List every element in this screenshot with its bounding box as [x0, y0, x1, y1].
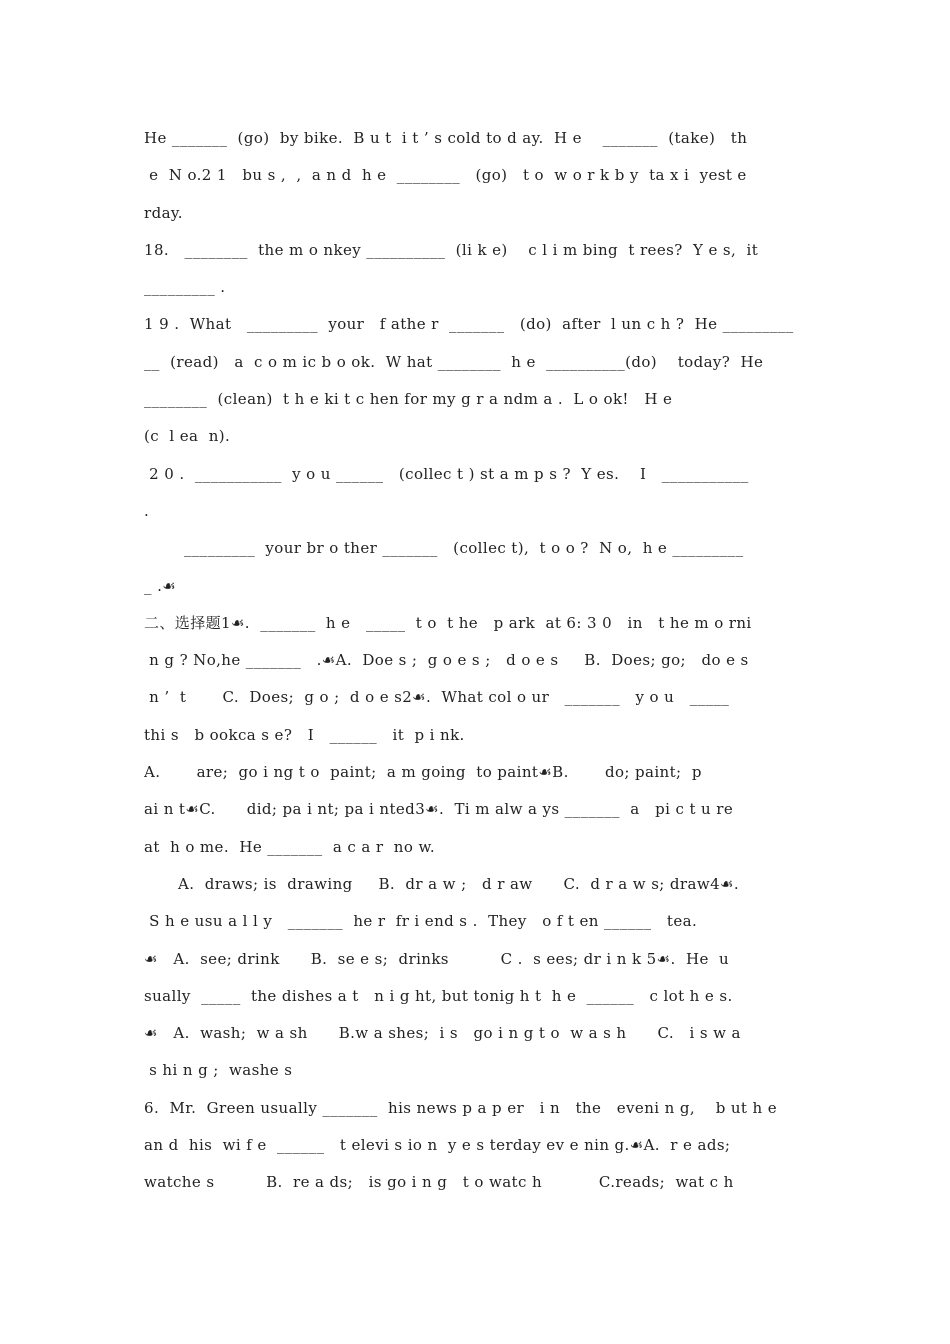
- text-line: _________ .: [144, 278, 226, 297]
- text-line: _________ your br o ther _______ (collec t), t o o ? N o, h e _________: [184, 539, 744, 558]
- text-line: 2 0 . ___________ y o u ______ (collec t ) st a m p s ? Y es. I ___________: [144, 464, 749, 483]
- text-line: 6. Mr. Green usually _______ his news p a p er i n the eveni n g, b ut h e: [144, 1098, 778, 1117]
- text-line: n ’ t C. Does; g o ; d o e s2☙. What col o ur _______ y o u _____: [144, 688, 730, 707]
- text-line: A. draws; is drawing B. dr a w ; d r aw C. d r a w s; draw4☙.: [178, 874, 740, 893]
- exercise-text: [144, 125, 810, 1207]
- text-line: A. are; go i ng t o paint; a m going to paint☙B. do; paint; p: [144, 763, 702, 782]
- text-line: thi s b ookca s e? I ______ it p i nk.: [144, 725, 465, 744]
- text-line: 1 9 . What _________ your f athe r _______ (do) after l un c h ? He _________: [144, 315, 794, 334]
- text-line: 18. ________ the m o nkey __________ (li k e) c l i m bing t rees? Y e s, it: [144, 240, 759, 259]
- section-heading-line: 二、选择题1☙. _______ h e _____ t o t he p ark at 6: 3 0 in t he m o rni: [144, 613, 752, 632]
- text-line: ai n t☙C. did; pa i nt; pa i nted3☙. Ti m alw a ys _______ a pi c t u re: [144, 800, 734, 819]
- text-line: __ (read) a c o m ic b o ok. W hat ________ h e __________(do) today? He: [144, 352, 764, 371]
- text-line: He _______ (go) by bike. B u t i t ’ s cold to d ay. H e _______ (take) th: [144, 129, 748, 147]
- text-line: ☙ A. see; drink B. se e s; drinks C . s ees; dr i n k 5☙. He u: [144, 949, 730, 968]
- text-line: rday.: [144, 203, 183, 222]
- text-line: e N o.2 1 bu s , , a n d h e ________ (go) t o w o r k b y ta x i yest e: [144, 166, 747, 185]
- text-line: at h o me. He _______ a c a r no w.: [144, 837, 436, 856]
- text-line: s hi n g ; washe s: [144, 1061, 293, 1080]
- text-line: _ .☙: [144, 576, 177, 595]
- text-line: ________ (clean) t h e ki t c hen for my g r a ndm a . L o ok! H e: [144, 390, 673, 409]
- text-line: (c l ea n).: [144, 427, 231, 446]
- text-line: .: [144, 501, 150, 520]
- text-line: S h e usu a l l y _______ he r fr i end s . They o f t en ______ tea.: [144, 912, 698, 931]
- text-line: n g ? No,he _______ .☙A. Doe s ; g o e s ; d o e s B. Does; go; do e s: [144, 651, 749, 670]
- text-line: an d his wi f e ______ t elevi s io n y e s terday ev e nin g.☙A. r e ads;: [144, 1136, 731, 1155]
- text-line: sually _____ the dishes a t n i g ht, but tonig h t h e ______ c lot h e s.: [144, 986, 733, 1005]
- text-line: ☙ A. wash; w a sh B.w a shes; i s go i n g t o w a s h C. i s w a: [144, 1024, 741, 1043]
- text-line: watche s B. re a ds; is go i n g t o watc h C.reads; wat c h: [144, 1173, 734, 1192]
